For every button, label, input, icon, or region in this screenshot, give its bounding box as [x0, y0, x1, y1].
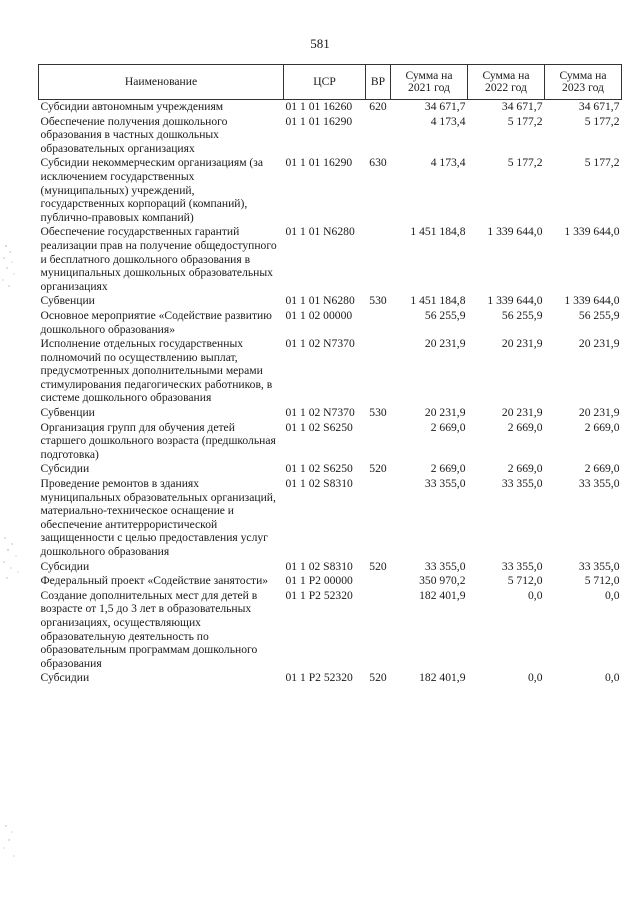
row-vr: 530 [369, 406, 387, 420]
row-sum-2021: 182 401,9 [419, 671, 466, 685]
row-sum-2023: 2 669,0 [584, 462, 620, 476]
table-row [39, 294, 622, 309]
row-sum-2023: 5 177,2 [584, 114, 620, 128]
row-vr [366, 309, 391, 337]
row-csr: 01 1 02 N7370 [285, 406, 355, 420]
row-vr [366, 337, 391, 406]
row-vr [366, 574, 391, 589]
row-sum-2022: 1 339 644,0 [487, 294, 543, 308]
row-sum-2023: 5 177,2 [584, 156, 620, 170]
row-sum-2021: 1 451 184,8 [410, 294, 466, 308]
row-sum-2022: 0,0 [528, 588, 543, 602]
row-vr: 530 [369, 294, 387, 308]
table-body [39, 100, 622, 686]
row-sum-2023: 20 231,9 [578, 406, 620, 420]
table-row [39, 225, 622, 294]
row-sum-2023: 5 712,0 [584, 574, 620, 588]
row-vr [366, 477, 391, 560]
table-row [39, 671, 622, 686]
header-csr: ЦСР [284, 65, 366, 100]
table-row [39, 309, 622, 337]
table-row [39, 574, 622, 589]
row-sum-2022: 2 669,0 [507, 420, 543, 434]
table-row [39, 100, 622, 115]
row-sum-2022: 5 177,2 [507, 114, 543, 128]
row-sum-2021: 20 231,9 [424, 406, 466, 420]
row-name: Создание дополнительных мест для детей в возрасте от 1,5 до 3 лет в образовательных организациях, осуществляющих образовательную деятельность по образовательным программам дошкольного образования [40, 588, 258, 670]
row-sum-2023: 34 671,7 [578, 100, 620, 113]
row-sum-2021: 350 970,2 [419, 574, 466, 588]
row-csr: 01 1 02 N7370 [285, 337, 355, 351]
header-sum-2023: Сумма на 2023 год [545, 65, 622, 100]
row-sum-2021: 56 255,9 [424, 308, 466, 322]
row-name: Обеспечение государственных гарантий реализации прав на получение общедоступного и бесплатного дошкольного образования в муниципальных дошкольных образовательных организациях [40, 225, 277, 293]
header-vr: ВР [366, 65, 391, 100]
row-name: Субвенции [40, 406, 95, 420]
row-sum-2022: 20 231,9 [501, 406, 543, 420]
row-sum-2022: 34 671,7 [501, 100, 543, 113]
row-name: Основное мероприятие «Содействие развитию дошкольного образования» [40, 308, 272, 336]
row-sum-2023: 2 669,0 [584, 420, 620, 434]
row-sum-2021: 34 671,7 [424, 100, 466, 113]
row-sum-2021: 2 669,0 [430, 462, 466, 476]
row-vr: 630 [369, 156, 387, 170]
row-name: Субсидии [40, 462, 90, 476]
table-row [39, 421, 622, 463]
table-row [39, 406, 622, 421]
row-sum-2023: 0,0 [605, 588, 620, 602]
row-sum-2021: 4 173,4 [430, 114, 466, 128]
row-csr: 01 1 02 S8310 [285, 477, 353, 491]
table-row [39, 589, 622, 672]
row-name: Субсидии [40, 559, 90, 573]
table-row [39, 156, 622, 225]
row-csr: 01 1 02 00000 [285, 308, 353, 322]
row-sum-2021: 4 173,4 [430, 156, 466, 170]
row-csr: 01 1 01 N6280 [285, 225, 355, 239]
table-row [39, 560, 622, 575]
row-sum-2022: 5 177,2 [507, 156, 543, 170]
row-vr [366, 589, 391, 672]
row-vr [366, 421, 391, 463]
row-vr: 620 [369, 100, 387, 113]
row-vr: 520 [369, 671, 387, 685]
row-csr: 01 1 02 S6250 [285, 420, 353, 434]
row-csr: 01 1 01 16290 [285, 114, 353, 128]
table-row [39, 115, 622, 157]
row-csr: 01 1 01 16290 [285, 156, 353, 170]
row-name: Субсидии автономным учреждениям [40, 100, 224, 113]
header-sum-2022: Сумма на 2022 год [468, 65, 545, 100]
row-vr: 520 [369, 462, 387, 476]
row-vr [366, 225, 391, 294]
row-name: Исполнение отдельных государственных полномочий по осуществлению выплат, предусмотренных дополнительными мерами стимулирования педагогических работников, в системе дошкольного образования [40, 337, 273, 405]
row-sum-2023: 1 339 644,0 [564, 225, 620, 239]
table-row [39, 337, 622, 406]
row-csr: 01 1 P2 52320 [285, 671, 353, 685]
row-csr: 01 1 P2 00000 [285, 574, 353, 588]
row-sum-2023: 1 339 644,0 [564, 294, 620, 308]
row-name: Обеспечение получения дошкольного образования в частных дошкольных образовательных организациях [40, 114, 228, 155]
header-sum-2021: Сумма на 2021 год [391, 65, 468, 100]
table-row [39, 477, 622, 560]
row-sum-2022: 1 339 644,0 [487, 225, 543, 239]
table-row [39, 462, 622, 477]
scan-noise-marks [0, 0, 40, 905]
row-sum-2022: 56 255,9 [501, 308, 543, 322]
row-sum-2021: 182 401,9 [419, 588, 466, 602]
row-sum-2023: 20 231,9 [578, 337, 620, 351]
row-sum-2022: 20 231,9 [501, 337, 543, 351]
row-name: Субсидии некоммерческим организациям (за исключением государственных (муниципальных) учреждений, государственных корпораций (компаний), публично-правовых компаний) [40, 156, 264, 224]
header-name: Наименование [39, 65, 284, 100]
page-number: 581 [310, 36, 330, 51]
row-sum-2023: 0,0 [605, 671, 620, 685]
row-name: Организация групп для обучения детей старшего дошкольного возраста (предшкольная подготовка) [40, 420, 276, 461]
row-sum-2023: 33 355,0 [578, 477, 620, 491]
row-sum-2021: 2 669,0 [430, 420, 466, 434]
row-vr [366, 115, 391, 157]
row-csr: 01 1 01 16260 [285, 100, 353, 113]
row-sum-2022: 33 355,0 [501, 477, 543, 491]
row-name: Федеральный проект «Содействие занятости» [40, 574, 269, 588]
row-sum-2021: 33 355,0 [424, 477, 466, 491]
table-header [39, 65, 622, 100]
row-sum-2021: 20 231,9 [424, 337, 466, 351]
row-sum-2021: 1 451 184,8 [410, 225, 466, 239]
row-sum-2022: 33 355,0 [501, 559, 543, 573]
row-sum-2022: 0,0 [528, 671, 543, 685]
row-vr: 520 [369, 559, 387, 573]
row-sum-2021: 33 355,0 [424, 559, 466, 573]
row-sum-2022: 2 669,0 [507, 462, 543, 476]
row-csr: 01 1 P2 52320 [285, 588, 353, 602]
row-sum-2022: 5 712,0 [507, 574, 543, 588]
row-csr: 01 1 01 N6280 [285, 294, 355, 308]
row-csr: 01 1 02 S8310 [285, 559, 353, 573]
row-name: Субсидии [40, 671, 90, 685]
row-csr: 01 1 02 S6250 [285, 462, 353, 476]
budget-table [38, 64, 622, 686]
row-name: Проведение ремонтов в зданиях муниципальных образовательных организаций, материально-техническое оснащение и обеспечение антитеррористической защищенности с целью предоставления услуг дошкольного образования [40, 477, 276, 558]
row-sum-2023: 56 255,9 [578, 308, 620, 322]
row-sum-2023: 33 355,0 [578, 559, 620, 573]
row-name: Субвенции [40, 294, 95, 308]
